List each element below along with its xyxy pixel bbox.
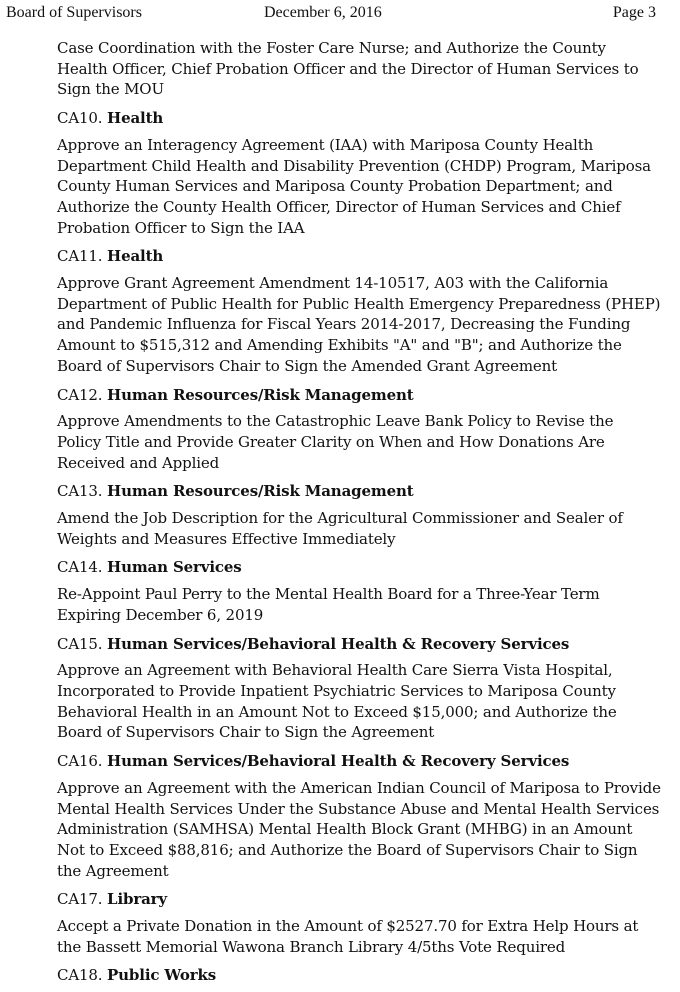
text-line: Department of Public Health for Public Health Emergency Preparedness (PHEP) <box>57 294 661 313</box>
agenda-item <box>57 246 661 376</box>
text-line: Administration (SAMHSA) Mental Health Block Grant (MHBG) in an Amount <box>57 820 633 839</box>
text-line: Expiring December 6, 2019 <box>57 605 264 624</box>
text-line: County Human Services and Mariposa County Probation Department; and <box>57 177 613 196</box>
text-line: the Agreement <box>57 861 169 880</box>
item-number: CA15. <box>57 634 103 653</box>
text-line: Approve an Interagency Agreement (IAA) with Mariposa County Health <box>57 135 594 154</box>
item-description <box>57 584 657 625</box>
item-description <box>57 135 657 239</box>
item-department: Health <box>107 109 164 128</box>
agenda-item <box>57 385 657 474</box>
agenda-content <box>57 38 661 992</box>
text-line: the Bassett Memorial Wawona Branch Library 4/5ths Vote Required <box>57 937 566 956</box>
item-number: CA10. <box>57 109 103 128</box>
text-line: Case Coordination with the Foster Care Nurse; and Authorize the County <box>57 39 606 57</box>
text-line: Health Officer, Chief Probation Officer and the Director of Human Services to <box>57 59 639 78</box>
text-line: Behavioral Health in an Amount Not to Exceed $15,000; and Authorize the <box>57 702 617 721</box>
agenda-item <box>57 634 657 744</box>
agenda-item-heading <box>57 889 657 910</box>
item-description <box>57 660 657 743</box>
agenda-item-heading <box>57 557 657 578</box>
agenda-item-heading <box>57 965 657 986</box>
text-line: Weights and Measures Effective Immediately <box>57 529 396 548</box>
agenda-item-heading <box>57 246 657 267</box>
text-line: Accept a Private Donation in the Amount of $2527.70 for Extra Help Hours at <box>57 917 639 936</box>
item-number: CA14. <box>57 558 103 577</box>
agenda-item <box>57 481 657 549</box>
item-description <box>57 778 661 882</box>
text-line: Authorize the County Health Officer, Director of Human Services and Chief <box>57 197 621 216</box>
text-line: Received and Applied <box>57 453 220 472</box>
item-description <box>57 916 657 957</box>
continuation-text <box>57 38 657 100</box>
agenda-item-heading <box>57 751 657 772</box>
item-number: CA13. <box>57 482 103 501</box>
item-department: Human Services <box>107 558 242 577</box>
item-department: Library <box>107 890 167 909</box>
text-line: Board of Supervisors Chair to Sign the Agreement <box>57 723 435 742</box>
page-header <box>0 4 680 24</box>
item-department: Human Resources/Risk Management <box>107 482 414 501</box>
text-line: Probation Officer to Sign the IAA <box>57 218 305 237</box>
text-line: Incorporated to Provide Inpatient Psychiatric Services to Mariposa County <box>57 681 616 700</box>
text-line: Not to Exceed $88,816; and Authorize the Board of Supervisors Chair to Sign <box>57 840 638 859</box>
agenda-item-heading <box>57 634 657 655</box>
agenda-item <box>57 889 657 957</box>
item-number: CA12. <box>57 385 103 404</box>
agenda-item-heading <box>57 385 657 406</box>
agenda-item-heading <box>57 108 657 129</box>
item-department: Human Services/Behavioral Health & Recovery Services <box>107 634 570 653</box>
text-line: Sign the MOU <box>57 80 164 99</box>
agenda-items-list <box>57 108 661 986</box>
item-number: CA16. <box>57 752 103 771</box>
header-board-name: Board of Supervisors <box>6 4 142 21</box>
text-line: Amount to $515,312 and Amending Exhibits "A" and "B"; and Authorize the <box>57 336 622 355</box>
agenda-item <box>57 965 657 986</box>
item-department: Human Resources/Risk Management <box>107 385 414 404</box>
agenda-item <box>57 557 657 625</box>
text-line: Approve Amendments to the Catastrophic Leave Bank Policy to Revise the <box>57 412 614 431</box>
item-number: CA17. <box>57 890 103 909</box>
item-department: Health <box>107 247 164 266</box>
header-page-number: Page 3 <box>612 4 656 21</box>
item-number: CA11. <box>57 247 103 266</box>
item-description <box>57 411 657 473</box>
agenda-item-heading <box>57 481 657 502</box>
text-line: Amend the Job Description for the Agricultural Commissioner and Sealer of <box>57 509 623 528</box>
text-line: Re-Appoint Paul Perry to the Mental Health Board for a Three-Year Term <box>57 585 600 604</box>
item-department: Public Works <box>107 966 217 985</box>
item-description <box>57 273 661 377</box>
text-line: Approve Grant Agreement Amendment 14-10517, A03 with the California <box>57 274 609 293</box>
agenda-item <box>57 108 657 238</box>
item-description <box>57 508 657 549</box>
text-line: Approve an Agreement with the American Indian Council of Mariposa to Provide <box>57 778 661 797</box>
text-line: Policy Title and Provide Greater Clarity on When and How Donations Are <box>57 432 605 451</box>
header-date: December 6, 2016 <box>264 4 382 21</box>
agenda-item <box>57 751 661 881</box>
text-line: Mental Health Services Under the Substance Abuse and Mental Health Services <box>57 799 660 818</box>
item-department: Human Services/Behavioral Health & Recovery Services <box>107 752 570 771</box>
text-line: Department Child Health and Disability Prevention (CHDP) Program, Mariposa <box>57 156 651 175</box>
text-line: and Pandemic Influenza for Fiscal Years 2014-2017, Decreasing the Funding <box>57 315 631 334</box>
item-number: CA18. <box>57 966 103 985</box>
text-line: Board of Supervisors Chair to Sign the Amended Grant Agreement <box>57 356 558 375</box>
text-line: Approve an Agreement with Behavioral Health Care Sierra Vista Hospital, <box>57 661 613 680</box>
